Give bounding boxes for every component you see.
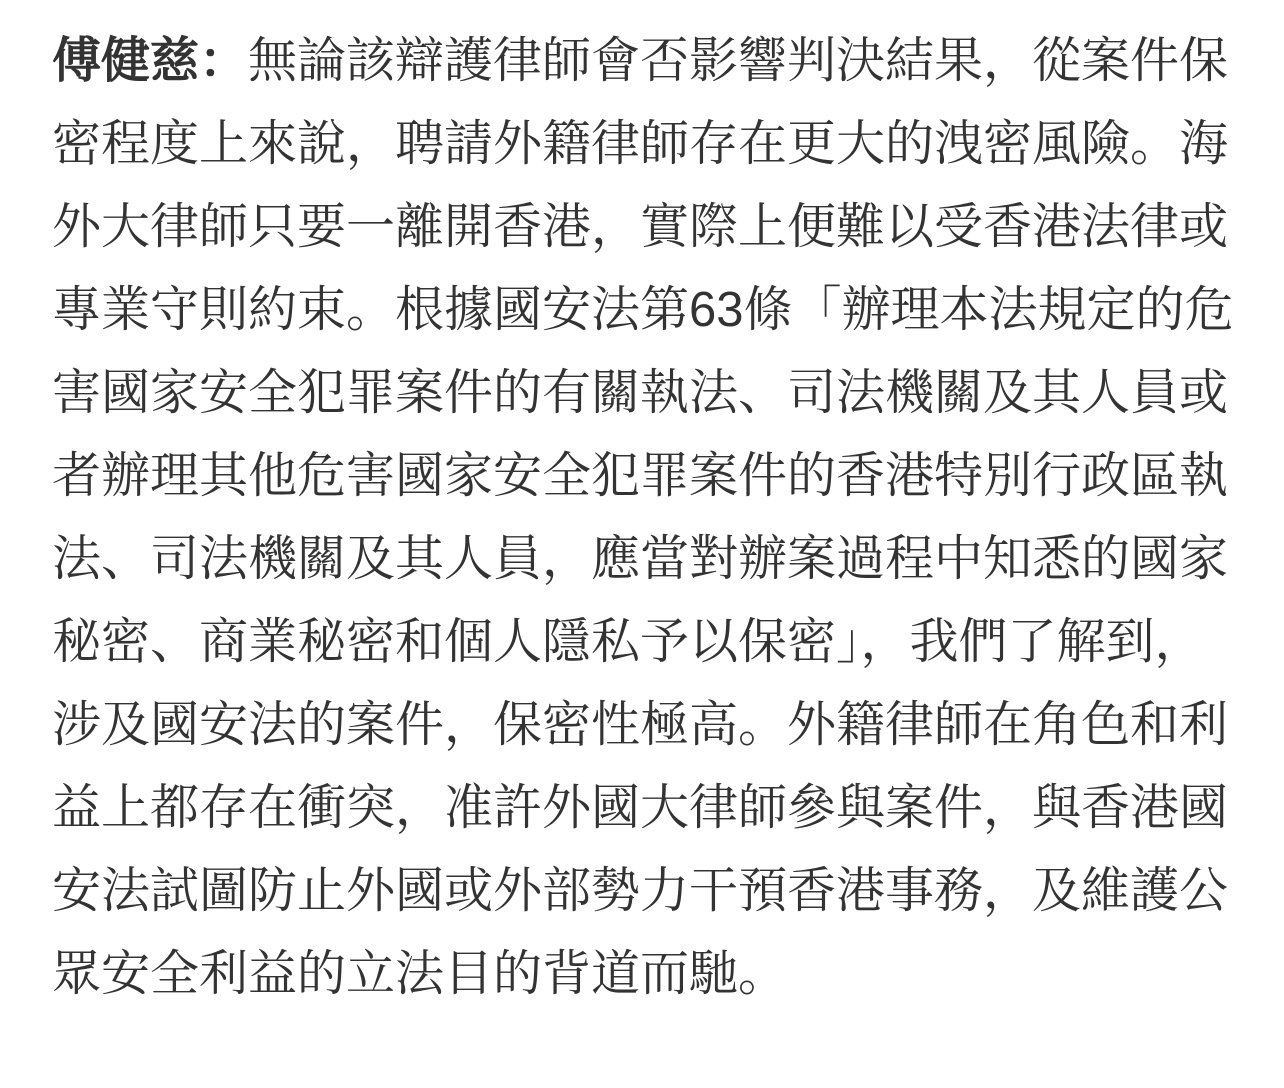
text-line: 者辦理其他危害國家安全犯罪案件的香港特別行政區執 bbox=[52, 449, 1229, 503]
text-line-content: 無論該辯護律師會否影響判決結果，從案件保 bbox=[248, 34, 1229, 88]
text-line: 安法試圖防止外國或外部勢力干預香港事務，及維護公 bbox=[52, 864, 1229, 918]
text-line bbox=[52, 20, 1232, 103]
text-line: 秘密、商業秘密和個人隱私予以保密」，我們了解到， bbox=[52, 615, 1204, 669]
text-line: 涉及國安法的案件，保密性極高。外籍律師在角色和利 bbox=[52, 698, 1229, 752]
text-line: 害國家安全犯罪案件的有關執法、司法機關及其人員或 bbox=[52, 366, 1229, 420]
text-line: 法、司法機關及其人員，應當對辦案過程中知悉的國家 bbox=[52, 532, 1229, 586]
text-line: 外大律師只要一離開香港，實際上便難以受香港法律或 bbox=[52, 200, 1229, 254]
text-line: 密程度上來說，聘請外籍律師存在更大的洩密風險。海 bbox=[52, 117, 1229, 171]
text-line: 專業守則約束。根據國安法第63條「辦理本法規定的危 bbox=[52, 283, 1234, 337]
text-line: 益上都存在衝突，准許外國大律師參與案件，與香港國 bbox=[52, 781, 1229, 835]
speaker-name: 傅健慈： bbox=[52, 34, 249, 88]
quote-paragraph bbox=[52, 20, 1232, 1016]
text-line: 眾安全利益的立法目的背道而馳。 bbox=[52, 947, 788, 1001]
